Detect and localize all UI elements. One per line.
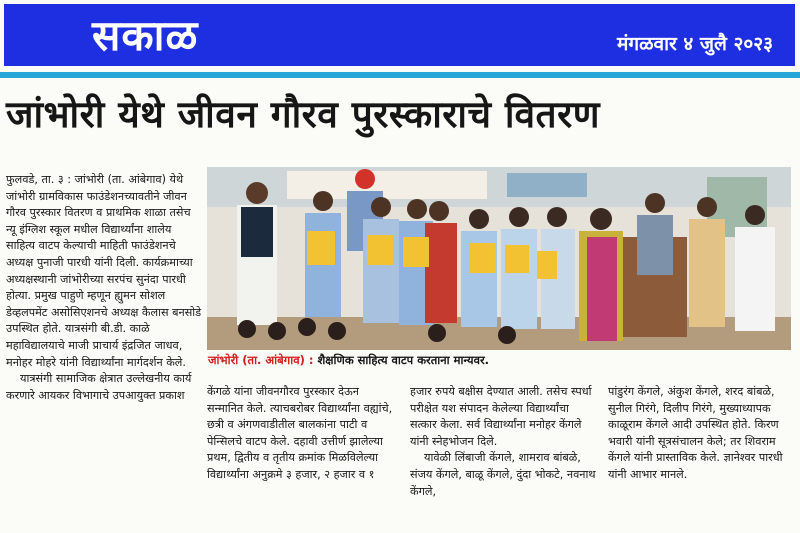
photo-caption: [208, 353, 792, 368]
headline: जांभोरी येथे जीवन गौरव पुरस्काराचे वितरण: [6, 93, 600, 136]
article-column-1: [6, 172, 202, 404]
caption-place: जांभोरी (ता. आंबेगाव) :: [208, 353, 314, 367]
article-paragraph: यावेळी लिंबाजी केंगले, शामराव बांबळे, संजय केंगले, बाळू केंगले, दुंदा भोकटे, नवनाथ केंगले,: [410, 451, 596, 498]
article-paragraph: फुलवडे, ता. ३ : जांभोरी (ता. आंबेगाव) येथे जांभोरी ग्रामविकास फाउंडेशनच्यावतीने जीवन गौरव पुरस्कार वितरण व प्राथमिक शाळा तसेच न्यू इंग्लिश स्कूल मधील विद्यार्थ्यांना शालेय साहित्य वाटप केल्याची माहिती फाउंडेशनचे अध्यक्ष पुनाजी पारधी यांनी दिली. कार्यक्रमाच्या अध्यक्षस्थानी जांभोरीच्या सरपंच सुनंदा पारधी होत्या. प्रमुख पाहुणे म्हणून ह्युमन सोशल डेव्हलपमेंट असोसिएशनचे अध्यक्ष कैलास बनसोडे उपस्थित होते. यात्रसंगी बी.डी. काळे महाविद्यालयाचे माजी प्राचार्य इंद्रजित जाधव, मनोहर मोहरे यांनी विद्यार्थ्यांना मार्गदर्शन केले.: [6, 173, 202, 369]
publication-date: मंगळवार ४ जुलै २०२३: [617, 33, 773, 55]
article-column-3: [410, 384, 598, 500]
newspaper-logo: सकाळ: [92, 11, 199, 60]
caption-text: शैक्षणिक साहित्य वाटप करताना मान्यवर.: [317, 353, 490, 367]
news-photo: [207, 167, 791, 350]
article-column-4: [608, 384, 796, 484]
article-paragraph: यात्रसंगी सामाजिक क्षेत्रात उल्लेखनीय कार्य करणारे आयकर विभागाचे उपआयुक्त प्रकाश: [6, 372, 192, 402]
article-column-2: [207, 384, 395, 484]
masthead: [4, 4, 795, 66]
article-paragraph: पांडुरंग केंगले, अंकुश केंगले, शरद बांबळे, सुनील गिरंगे, दिलीप गिरंगे, मुख्याध्यापक काळूराम केंगले आदी उपस्थित होते. किरण भवारी यांनी सूत्रसंचालन केले; तर शिवराम केंगले यांनी प्रास्ताविक केले. ज्ञानेश्वर पारधी यांनी आभार मानले.: [608, 385, 783, 481]
header-divider: [0, 72, 800, 78]
article-paragraph: केंगळे यांना जीवनगौरव पुरस्कार देऊन सन्मानित केले. त्याचबरोबर विद्यार्थ्यांना वह्यांचे, छत्री व अंगणवाडीतील बालकांना पाटी व पेन्सिलचे वाटप केले. दहावी उत्तीर्ण झालेल्या प्रथम, द्वितीय व तृतीय क्रमांक मिळविलेल्या विद्यार्थ्यांना अनुक्रमे ३ हजार, २ हजार व १: [207, 385, 393, 481]
article-paragraph: हजार रुपये बक्षीस देण्यात आली. तसेच स्पर्धा परीक्षेत यश संपादन केलेल्या विद्यार्थ्यांचा सत्कार केला. सर्व विद्यार्थ्यांना मनोहर केंगले यांनी स्नेहभोजन दिले.: [410, 385, 592, 448]
photo-group-illustration: [207, 167, 791, 350]
